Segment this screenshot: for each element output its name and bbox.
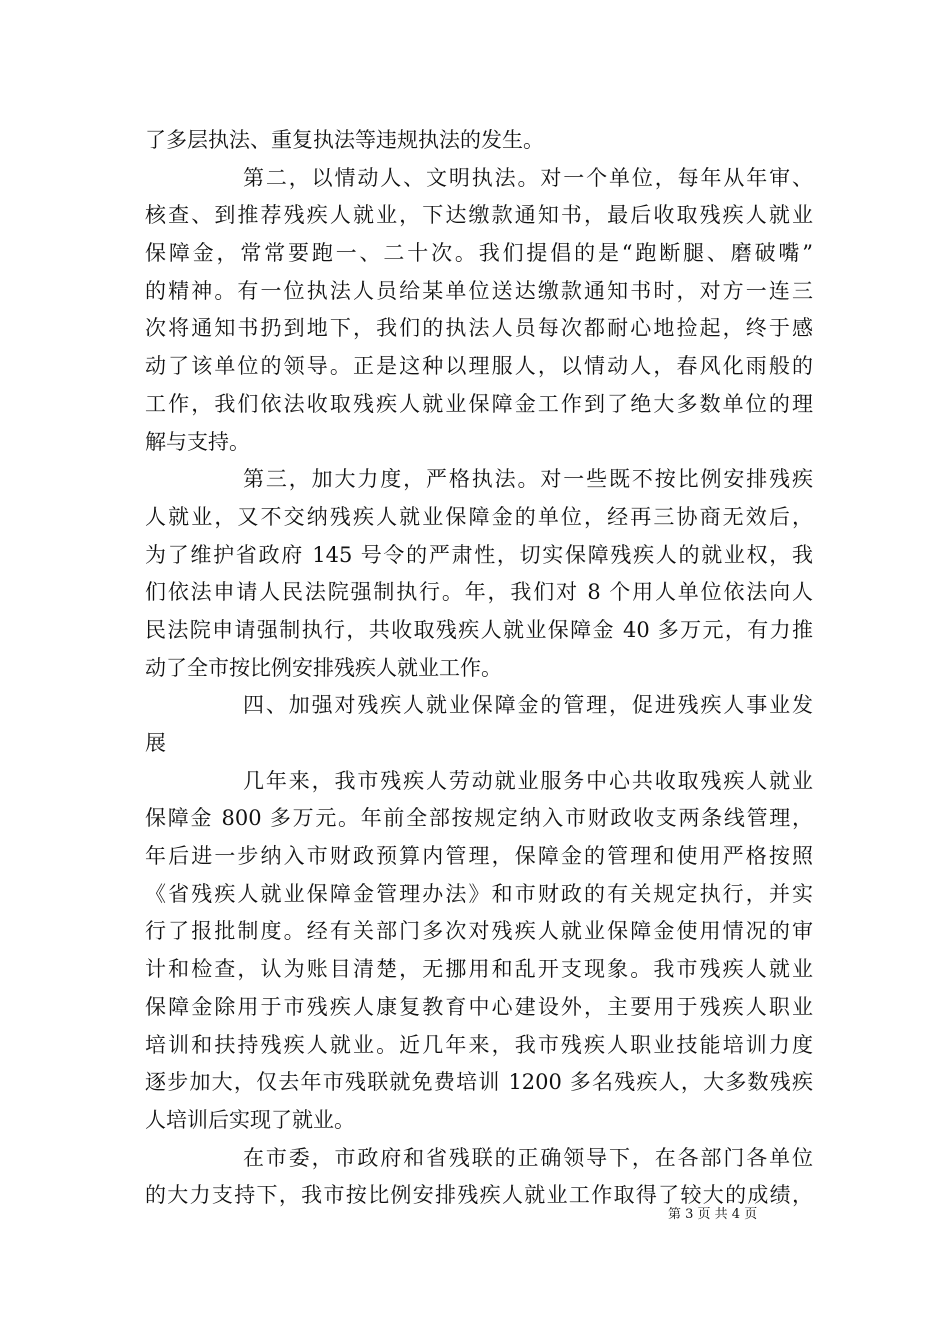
text-line-25: 培训和扶持残疾人就业。近几年来，我市残疾人职业技能培训力度 [145,1032,813,1057]
text-line-23: 计和检查，认为账目清楚，无挪用和乱开支现象。我市残疾人就业 [145,957,813,982]
text-line-3: 核查、到推荐残疾人就业，下达缴款通知书，最后收取残疾人就业 [145,203,813,228]
text-line-6: 次将通知书扔到地下，我们的执法人员每次都耐心地捡起，终于感 [145,316,813,341]
text-line-7: 动了该单位的领导。正是这种以理服人，以情动人，春风化雨般的 [145,354,813,379]
section-heading-line-2: 展 [145,731,166,755]
text-line-15: 动了全市按比例安排残疾人就业工作。 [145,655,502,680]
text-line-10: 第三，加大力度，严格执法。对一些既不按比例安排残疾 [243,467,813,492]
text-line-9: 解与支持。 [145,429,250,454]
text-line-14: 民法院申请强制执行，共收取残疾人就业保障金 40 多万元，有力推 [145,617,813,642]
document-body [145,122,813,1215]
text-line-22: 行了报批制度。经有关部门多次对残疾人就业保障金使用情况的审 [145,919,813,944]
section-heading-line-1: 四、加强对残疾人就业保障金的管理，促进残疾人事业发 [243,693,813,718]
text-line-20: 年后进一步纳入市财政预算内管理，保障金的管理和使用严格按照 [145,844,813,869]
text-line-18: 几年来，我市残疾人劳动就业服务中心共收取残疾人就业 [243,768,813,793]
text-line-29: 的大力支持下，我市按比例安排残疾人就业工作取得了较大的成绩， [145,1183,813,1208]
text-line-5: 的精神。有一位执法人员给某单位送达缴款通知书时，对方一连三 [145,278,813,303]
text-line-12: 为了维护省政府 145 号令的严肃性，切实保障残疾人的就业权，我 [145,542,813,567]
text-line-19: 保障金 800 多万元。年前全部按规定纳入市财政收支两条线管理， [145,806,813,831]
page-number: 第 3 页 共 4 页 [668,1207,758,1222]
text-line-24: 保障金除用于市残疾人康复教育中心建设外，主要用于残疾人职业 [145,994,813,1019]
text-line-13: 们依法申请人民法院强制执行。年，我们对 8 个用人单位依法向人 [145,580,813,605]
text-line-28: 在市委，市政府和省残联的正确领导下，在各部门各单位 [243,1145,813,1170]
text-line-21: 《省残疾人就业保障金管理办法》和市财政的有关规定执行，并实 [145,881,813,906]
text-line-8: 工作，我们依法收取残疾人就业保障金工作到了绝大多数单位的理 [145,391,813,416]
text-line-2: 第二，以情动人、文明执法。对一个单位，每年从年审、 [243,165,813,190]
text-line-4: 保障金，常常要跑一、二十次。我们提倡的是“跑断腿、磨破嘴” [145,241,813,266]
text-line-1: 了多层执法、重复执法等违规执法的发生。 [145,128,544,152]
text-line-11: 人就业，又不交纳残疾人就业保障金的单位，经再三协商无效后， [145,504,813,529]
text-line-27: 人培训后实现了就业。 [145,1107,355,1132]
text-line-26: 逐步加大，仅去年市残联就免费培训 1200 多名残疾人，大多数残疾 [145,1070,813,1095]
